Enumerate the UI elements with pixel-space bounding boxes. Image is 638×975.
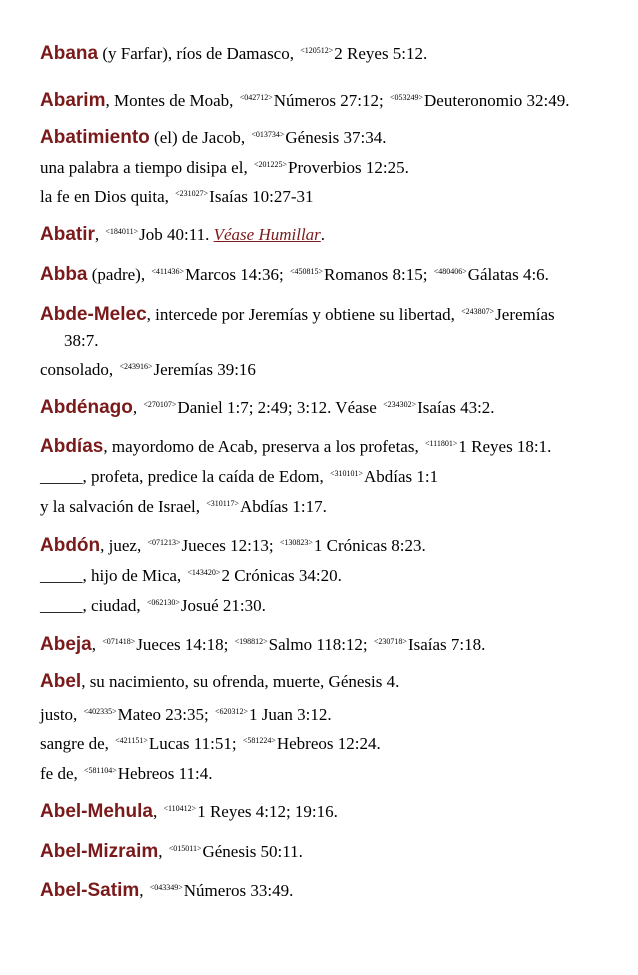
entry-headword: Abba — [40, 264, 88, 285]
entry-line — [40, 88, 569, 111]
entry-headword: Abel-Satim — [40, 880, 140, 901]
reference-code: <184011> — [105, 227, 139, 236]
entry-headword: Abana — [40, 43, 99, 64]
entry-line — [64, 331, 98, 351]
entry-line — [40, 434, 551, 457]
entry-line — [40, 262, 549, 285]
reference-code: <201225> — [253, 160, 287, 169]
reference-code: <111801> — [424, 439, 458, 448]
entry-text: y la salvación de Israel, — [40, 497, 205, 516]
entry-line — [40, 302, 555, 325]
reference-code: <130823> — [279, 538, 313, 547]
reference-code: <310117> — [206, 499, 239, 508]
entry-headword: Abeja — [40, 634, 92, 655]
entry-text: Hebreos 12:24. — [276, 734, 381, 753]
entry-headword: Abdías — [40, 436, 104, 457]
reference-code: <071418> — [102, 637, 136, 646]
entry-text: (el) de Jacob, — [149, 128, 250, 147]
entry-headword: Abarim — [40, 90, 106, 111]
entry-text: una palabra a tiempo disipa el, — [40, 158, 252, 177]
entry-line — [40, 593, 266, 616]
reference-code: <042712> — [239, 93, 273, 102]
entry-line — [40, 878, 293, 901]
entry-line — [40, 731, 381, 754]
entry-line — [40, 563, 342, 586]
entry-headword: Abde-Melec — [40, 304, 147, 325]
reference-code: <421151> — [115, 736, 148, 745]
entry-text: la fe en Dios quita, — [40, 187, 174, 206]
entry-text: Lucas 11:51; — [148, 734, 241, 753]
reference-code: <231027> — [175, 189, 209, 198]
entry-text: (y Farfar), ríos de Damasco, — [98, 44, 299, 63]
reference-code: <620312> — [214, 707, 249, 716]
entry-line — [40, 184, 314, 207]
entry-text: 2 Crónicas 34:20. — [221, 566, 342, 585]
entry-line — [40, 702, 332, 725]
entry-headword: Abel-Mizraim — [40, 841, 159, 862]
entry-text: Abdías 1:17. — [240, 497, 327, 516]
entry-headword: Abdénago — [40, 397, 133, 418]
reference-code: <270107> — [143, 400, 177, 409]
entry-text: sangre de, — [40, 734, 114, 753]
entry-text: Marcos 14:36; — [185, 265, 288, 284]
entry-text: fe de, — [40, 764, 83, 783]
entry-text: 1 Crónicas 8:23. — [313, 536, 426, 555]
entry-line — [40, 761, 213, 784]
entry-line — [40, 799, 338, 822]
reference-code: <053249> — [390, 93, 424, 102]
reference-code: <411436> — [151, 267, 185, 276]
entry-line — [40, 155, 409, 178]
reference-code: <230718> — [373, 637, 407, 646]
entry-text: 1 Reyes 18:1. — [458, 437, 552, 456]
reference-code: <310101> — [329, 469, 363, 478]
reference-code: <120512> — [300, 46, 334, 55]
entry-text: _____, hijo de Mica, — [40, 566, 186, 585]
entry-headword: Abatimiento — [40, 127, 150, 148]
entry-text: Números 27:12; — [273, 91, 388, 110]
entry-line — [40, 672, 399, 692]
entry-headword: Abel — [40, 671, 82, 692]
entry-text: Isaías 43:2. — [417, 398, 495, 417]
entry-line — [40, 632, 485, 655]
reference-code: <043349> — [149, 883, 183, 892]
entry-text: Job 40:11. — [139, 225, 214, 244]
entry-text: Génesis 37:34. — [285, 128, 387, 147]
entry-text: Jeremías 39:16 — [153, 360, 256, 379]
entry-text: 1 Juan 3:12. — [249, 705, 332, 724]
entry-text: Números 33:49. — [183, 881, 294, 900]
reference-code: <450815> — [290, 267, 324, 276]
entry-text: 38:7. — [64, 331, 99, 350]
reference-code: <013734> — [251, 130, 285, 139]
entry-text: , — [158, 842, 167, 861]
entry-text: , su nacimiento, su ofrenda, muerte, Génesis 4. — [81, 672, 400, 691]
entry-text: 2 Reyes 5:12. — [334, 44, 428, 63]
entry-text: Jueces 14:18; — [136, 635, 233, 654]
entry-text: (padre), — [87, 265, 150, 284]
entry-text: , — [91, 635, 101, 654]
entry-text: Génesis 50:11. — [202, 842, 303, 861]
reference-code: <110412> — [163, 804, 197, 813]
entry-text: Romanos 8:15; — [324, 265, 432, 284]
entry-text: Abdías 1:1 — [363, 467, 439, 486]
entry-line — [40, 494, 327, 517]
reference-code: <581104> — [84, 766, 117, 775]
entry-line — [40, 395, 495, 418]
reference-code: <243916> — [119, 362, 153, 371]
entry-text: Jueces 12:13; — [181, 536, 278, 555]
entry-line — [40, 357, 256, 380]
entry-text: Deuteronomio 32:49. — [424, 91, 570, 110]
entry-text: , — [132, 398, 142, 417]
entry-text: Daniel 1:7; 2:49; 3:12. Véase — [177, 398, 382, 417]
entry-text: Salmo 118:12; — [268, 635, 372, 654]
entry-line — [40, 41, 427, 64]
see-also-link[interactable]: Véase Humillar — [213, 225, 321, 244]
reference-code: <581224> — [242, 736, 276, 745]
reference-code: <071213> — [147, 538, 181, 547]
entry-text: Gálatas 4:6. — [467, 265, 549, 284]
reference-code: <143420> — [187, 568, 221, 577]
entry-text: Proverbios 12:25. — [287, 158, 409, 177]
entry-text: _____, profeta, predice la caída de Edom, — [40, 467, 328, 486]
entry-text: , mayordomo de Acab, preserva a los profetas, — [103, 437, 423, 456]
reference-code: <015011> — [168, 844, 202, 853]
entry-text: , — [139, 881, 148, 900]
entry-text: justo, — [40, 705, 82, 724]
reference-code: <243807> — [461, 307, 495, 316]
entry-text: , — [94, 225, 104, 244]
reference-code: <234302> — [383, 400, 417, 409]
entry-text: Isaías 10:27-31 — [209, 187, 314, 206]
entry-text: , — [152, 802, 162, 821]
entry-text: . — [320, 225, 326, 244]
entry-text: Jeremías — [495, 305, 555, 324]
entry-headword: Abel-Mehula — [40, 801, 153, 822]
entry-headword: Abatir — [40, 224, 95, 245]
entry-text: Isaías 7:18. — [407, 635, 486, 654]
entry-line — [40, 839, 303, 862]
entry-text: Josué 21:30. — [180, 596, 266, 615]
entry-text: Hebreos 11:4. — [117, 764, 213, 783]
entry-line — [40, 533, 426, 556]
entry-line — [40, 222, 325, 245]
entry-text: Mateo 23:35; — [117, 705, 213, 724]
entry-line — [40, 464, 438, 487]
reference-code: <062130> — [146, 598, 180, 607]
reference-code: <480406> — [433, 267, 467, 276]
entry-text: consolado, — [40, 360, 118, 379]
reference-code: <402335> — [83, 707, 117, 716]
entry-text: 1 Reyes 4:12; 19:16. — [197, 802, 338, 821]
reference-code: <198812> — [234, 637, 268, 646]
entry-line — [40, 125, 386, 148]
entry-text: , juez, — [100, 536, 146, 555]
entry-headword: Abdón — [40, 535, 101, 556]
entry-text: , intercede por Jeremías y obtiene su libertad, — [146, 305, 460, 324]
entry-text: , Montes de Moab, — [105, 91, 238, 110]
entry-text: _____, ciudad, — [40, 596, 145, 615]
